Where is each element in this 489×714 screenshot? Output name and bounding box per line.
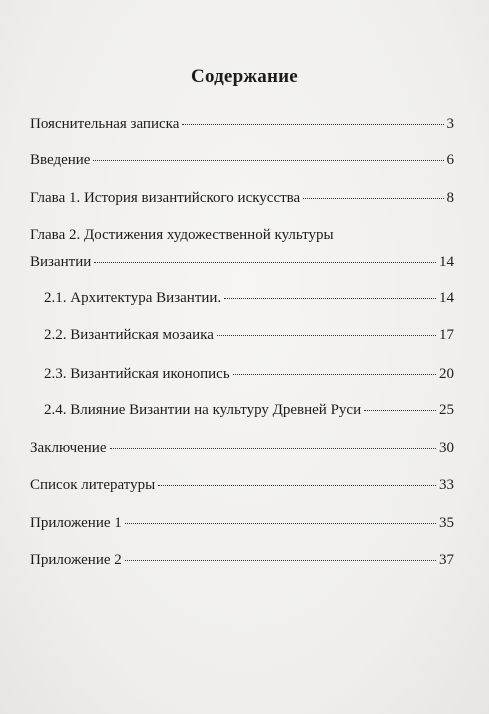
toc-entry-label: Заключение xyxy=(30,440,107,456)
toc-entry-appendix-2 xyxy=(30,551,454,569)
toc-entry-explanatory-note xyxy=(30,115,454,133)
toc-entry-label: 2.1. Архитектура Византии. xyxy=(44,290,222,306)
toc-entry-bibliography xyxy=(30,476,454,494)
toc-entry-section-2-2 xyxy=(44,326,454,344)
toc-entry-label: Приложение 1 xyxy=(30,515,122,531)
toc-entry-introduction xyxy=(30,151,454,169)
toc-entry-conclusion xyxy=(30,439,454,457)
toc-leader-dots xyxy=(182,124,443,125)
toc-leader-dots xyxy=(110,448,437,449)
toc-leader-dots xyxy=(303,198,443,199)
toc-entry-page: 20 xyxy=(439,366,454,382)
toc-entry-label: Византии xyxy=(30,254,92,270)
toc-leader-dots xyxy=(217,335,436,336)
toc-entry-page: 3 xyxy=(446,116,454,132)
toc-entry-label: Введение xyxy=(30,152,91,168)
toc-entry-section-2-3 xyxy=(44,365,454,383)
toc-entry-chapter-1 xyxy=(30,189,454,207)
toc-entry-page: 14 xyxy=(439,254,454,270)
toc-entry-label: 2.3. Византийская иконопись xyxy=(44,366,230,382)
toc-entry-page: 8 xyxy=(446,190,454,206)
toc-leader-dots xyxy=(364,410,436,411)
toc-entry-section-2-4 xyxy=(44,401,454,419)
toc-entry-label: 2.4. Влияние Византии на культуру Древней Руси xyxy=(44,402,362,418)
toc-leader-dots xyxy=(93,160,443,161)
toc-entry-label: Пояснительная записка xyxy=(30,116,180,132)
toc-leader-dots xyxy=(94,262,436,263)
toc-entry-section-2-1 xyxy=(44,289,454,307)
toc-entry-label: Глава 1. История византийского искусства xyxy=(30,190,301,206)
toc-entry-appendix-1 xyxy=(30,514,454,532)
toc-entry-page: 17 xyxy=(439,327,454,343)
toc-leader-dots xyxy=(125,560,436,561)
toc-entry-label: Список литературы xyxy=(30,477,156,493)
toc-entry-page: 6 xyxy=(446,152,454,168)
toc-leader-dots xyxy=(158,485,436,486)
toc-leader-dots xyxy=(224,298,436,299)
toc-leader-dots xyxy=(233,374,436,375)
toc-leader-dots xyxy=(125,523,436,524)
toc-entry-page: 33 xyxy=(439,477,454,493)
toc-entry-label: 2.2. Византийская мозаика xyxy=(44,327,214,343)
toc-entry-chapter-2-line1: Глава 2. Достижения художественной культуры xyxy=(30,227,334,243)
toc-entry-page: 35 xyxy=(439,515,454,531)
toc-entry-page: 14 xyxy=(439,290,454,306)
toc-entry-page: 25 xyxy=(439,402,454,418)
toc-title: Содержание xyxy=(191,66,298,87)
toc-entry-page: 30 xyxy=(439,440,454,456)
toc-entry-chapter-2 xyxy=(30,253,454,271)
toc-entry-label: Приложение 2 xyxy=(30,552,122,568)
toc-entry-page: 37 xyxy=(439,552,454,568)
